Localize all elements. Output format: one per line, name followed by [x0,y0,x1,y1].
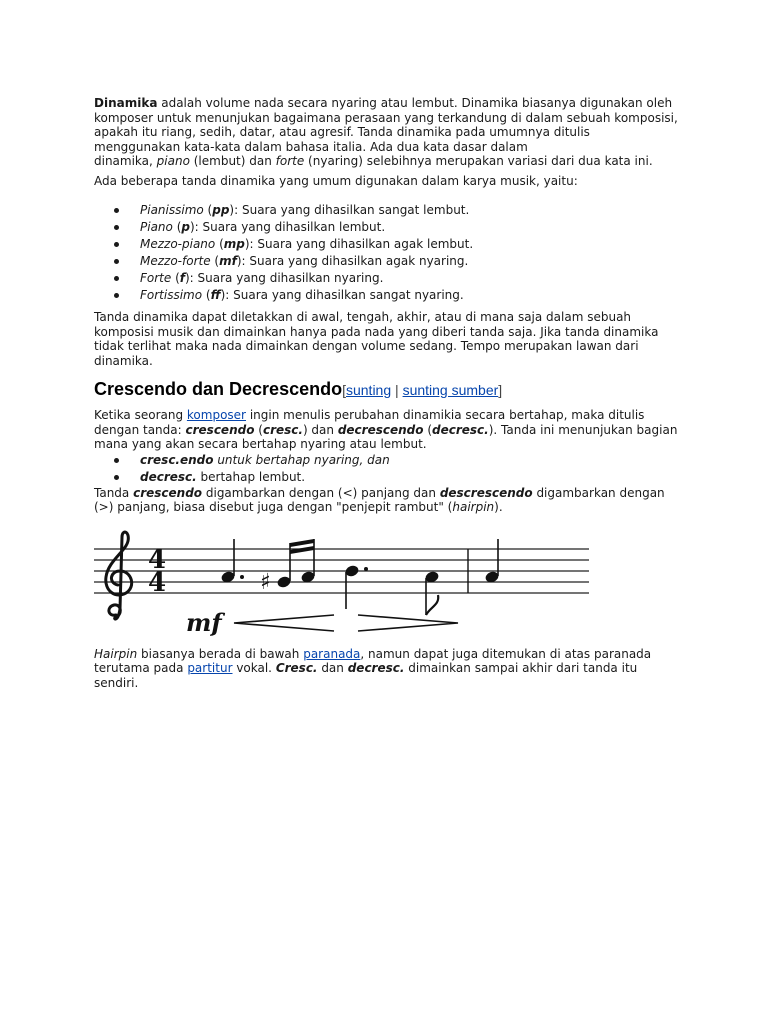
edit-source-link[interactable]: sunting sumber [402,382,499,398]
section-heading [94,378,684,401]
crescendo-paragraph: Ketika seorang komposer ingin menulis perubahan dinamikia secara bertahap, maka ditulis dengan tanda: crescendo (cresc.) dan decrescendo (decresc.). Tanda ini menunjukan bagian mana yang akan secara bertahap nyaring atau lembut. [94,408,678,451]
treble-clef-icon [106,532,132,619]
note-quarter [484,539,500,584]
music-notation-figure [94,529,594,641]
dynamics-list [94,202,684,304]
decrescendo-hairpin [358,615,458,631]
dynamic-mark-mf: mf [186,607,222,637]
list-item: Mezzo-piano (mp): Suara yang dihasilkan agak lembut. [140,236,684,253]
article-content [94,96,684,690]
list-item: Mezzo-forte (mf): Suara yang dihasilkan agak nyaring. [140,253,684,270]
list-item: Pianissimo (pp): Suara yang dihasilkan sangat lembut. [140,202,684,219]
time-signature-top: 4 [148,544,167,575]
list-item: Forte (f): Suara yang dihasilkan nyaring. [140,270,684,287]
komposer-link[interactable]: komposer [186,408,246,422]
list-item: Fortissimo (ff): Suara yang dihasilkan sangat nyaring. [140,287,684,304]
list-item: Piano (p): Suara yang dihasilkan lembut. [140,219,684,236]
intro-paragraph: Dinamika adalah volume nada secara nyaring atau lembut. Dinamika biasanya digunakan oleh komposer untuk menunjukan bagaimana perasaan yang terkandung di dalam sebuah komposisi, apakah itu riang, sedih, datar, atau agresif. Tanda dinamika pada umumnya ditulis menggunakan kata-kata dalam bahasa italia. Ada dua kata dasar dalam dinamika, piano (lembut) dan forte (nyaring) selebihnya merupakan variasi dari dua kata ini. [94,96,678,168]
note-dotted-quarter [220,539,244,584]
sharp-sign: ♯ [260,569,271,595]
staff-lines [94,549,589,593]
crescendo-list [94,452,684,486]
music-staff [94,529,594,641]
edit-link[interactable]: sunting [345,382,392,398]
list-item: cresc.endo untuk bertahap nyaring, dan [140,452,684,469]
time-signature-bottom: 4 [148,567,167,598]
partitur-link[interactable]: partitur [187,661,233,675]
hairpin-paragraph: Tanda crescendo digambarkan dengan (<) panjang dan descrescendo digambarkan dengan (>) panjang, biasa disebut juga dengan "penjepit rambut" (hairpin). [94,485,665,514]
crescendo-hairpin [234,615,334,631]
term-dinamika: Dinamika [94,96,158,110]
placement-paragraph: Tanda dinamika dapat diletakkan di awal, tengah, akhir, atau di mana saja dalam sebuah komposisi musik dan dimainkan hanya pada nada yang diberi tanda saja. Jika tanda dinamika tidak terlihat maka nada dimainkan dengan volume sedang. Tempo merupakan lawan dari dinamika. [94,310,659,368]
paranada-link[interactable]: paranada [303,646,361,661]
list-item: decresc. bertahap lembut. [140,469,684,486]
hairpin-placement-paragraph: Hairpin biasanya berada di bawah paranada, namun dapat juga ditemukan di atas paranada terutama pada partitur vokal. Cresc. dan decresc. dimainkan sampai akhir dari tanda itu sendiri. [94,646,652,690]
list-intro: Ada beberapa tanda dinamika yang umum digunakan dalam karya musik, yaitu: [94,173,578,188]
edit-section-links: [sunting | sunting sumber] [342,382,503,398]
section-title: Crescendo dan Decrescendo [94,379,343,399]
